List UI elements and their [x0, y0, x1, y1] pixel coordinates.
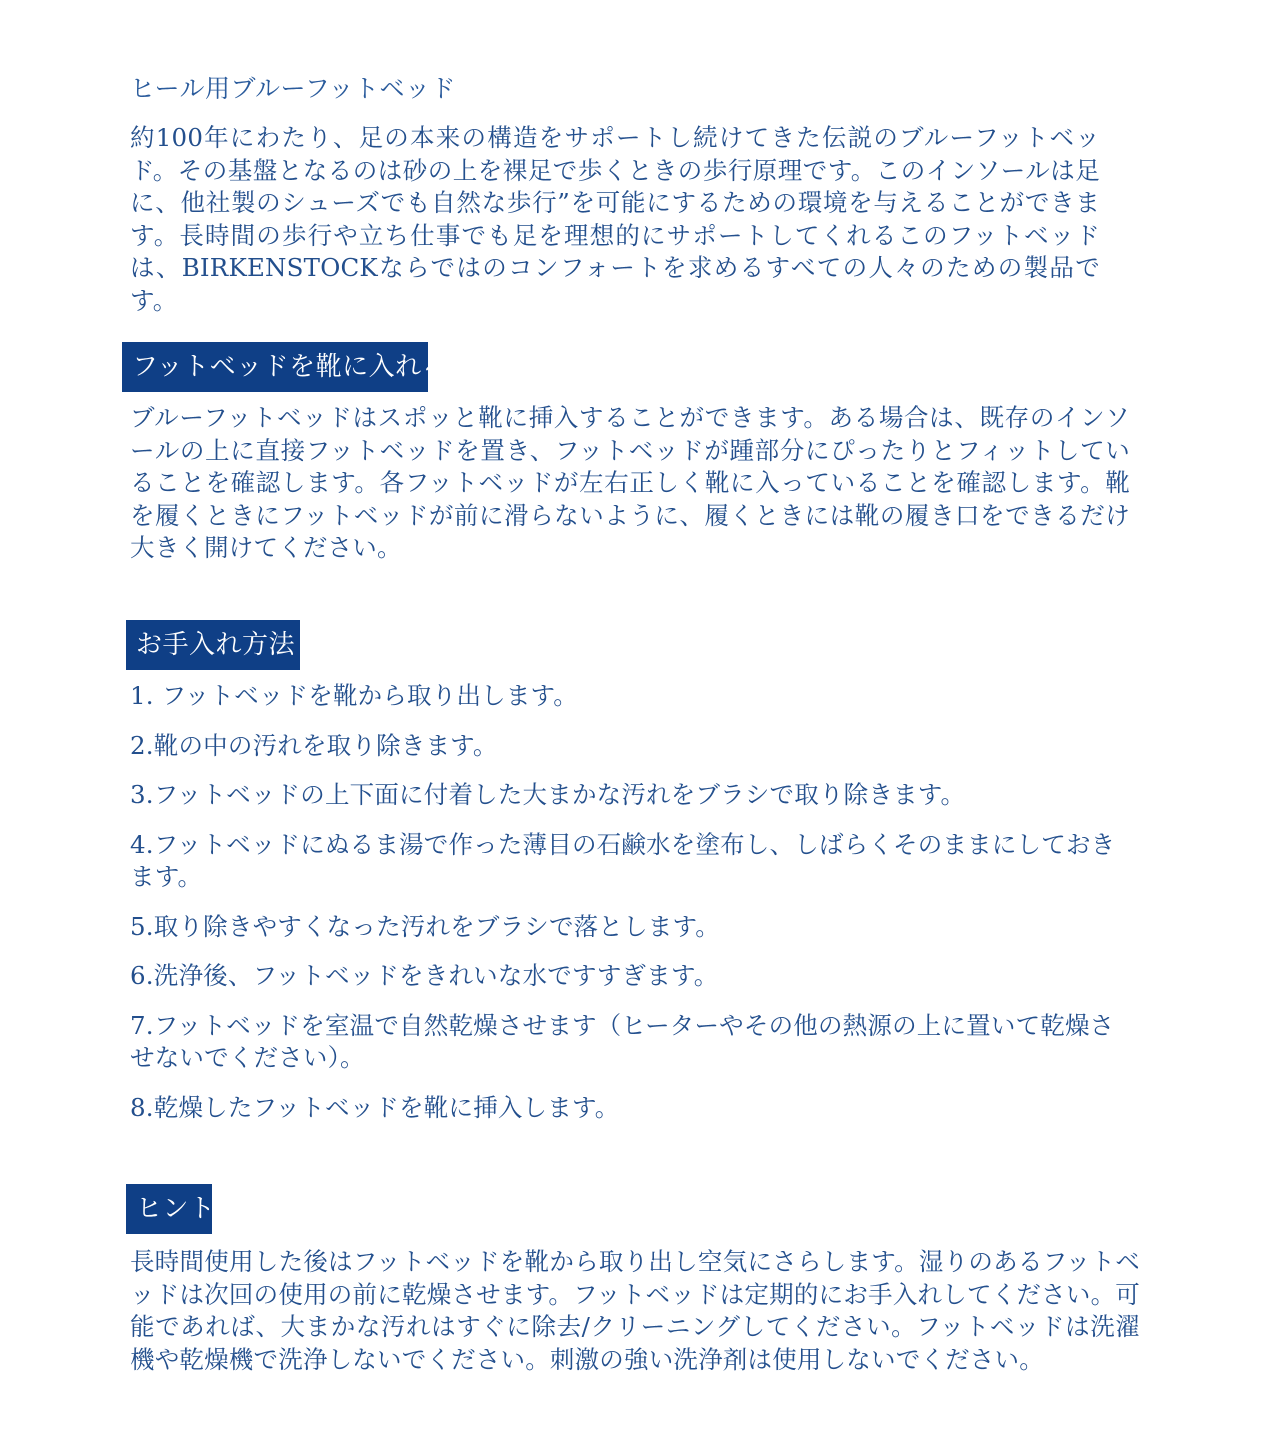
section-heading-care: お手入れ方法 [126, 620, 300, 670]
section-heading-hint: ヒント [126, 1184, 212, 1234]
page-title: ヒール用ブルーフットベッド [130, 74, 457, 103]
care-step: 1. フットベッドを靴から取り出します。 [130, 681, 578, 710]
care-step: 7.フットベッドを室温で自然乾燥させます（ヒーターやその他の熱源の上に置いて乾燥させないでください）。 [130, 1010, 1115, 1072]
care-step: 2.靴の中の汚れを取り除きます。 [130, 730, 498, 760]
care-step: 4.フットベッドにぬるま湯で作った薄目の石鹸水を塗布し、しばらくそのままにしておきます。 [130, 829, 1116, 891]
care-step: 8.乾燥したフットベッドを靴に挿入します。 [130, 1092, 620, 1122]
section-heading-insert: フットベッドを靴に入れる [122, 342, 428, 392]
care-step: 3.フットベッドの上下面に付着した大まかな汚れをブラシで取り除きます。 [130, 780, 966, 809]
care-steps-list [130, 680, 1130, 1141]
intro-paragraph: 約100年にわたり、足の本来の構造をサポートし続けてきた伝説のブルーフットベッド。その基盤となるのは砂の上を裸足で歩くときの歩行原理です。このインソールは足に、他社製のシューズでも自然な歩行”を可能にするための環境を与えることができます。長時間の歩行や立ち仕事でも足を理想的にサポートしてくれるこのフットベッドは、BIRKENSTOCKならではのコンフォートを求めるすべての人々のための製品です。 [130, 123, 1100, 315]
care-step: 6.洗浄後、フットベッドをきれいな水ですすぎます。 [130, 961, 719, 990]
insert-paragraph: ブルーフットベッドはスポッと靴に挿入することができます。ある場合は、既存のインソールの上に直接フットベッドを置き、フットベッドが踵部分にぴったりとフィットしていることを確認します。各フットベッドが左右正しく靴に入っていることを確認します。靴を履くときにフットベッドが前に滑らないように、履くときには靴の履き口をできるだけ大きく開けてください。 [130, 403, 1130, 562]
care-step: 5.取り除きやすくなった汚れをブラシで落とします。 [130, 911, 720, 941]
hint-paragraph: 長時間使用した後はフットベッドを靴から取り出し空気にさらします。湿りのあるフットベッドは次回の使用の前に乾燥させます。フットベッドは定期的にお手入れしてください。可能であれば、大まかな汚れはすぐに除去/クリーニングしてください。フットベッドは洗濯機や乾燥機で洗浄しないでください。刺激の強い洗浄剤は使用しないでください。 [130, 1247, 1140, 1374]
